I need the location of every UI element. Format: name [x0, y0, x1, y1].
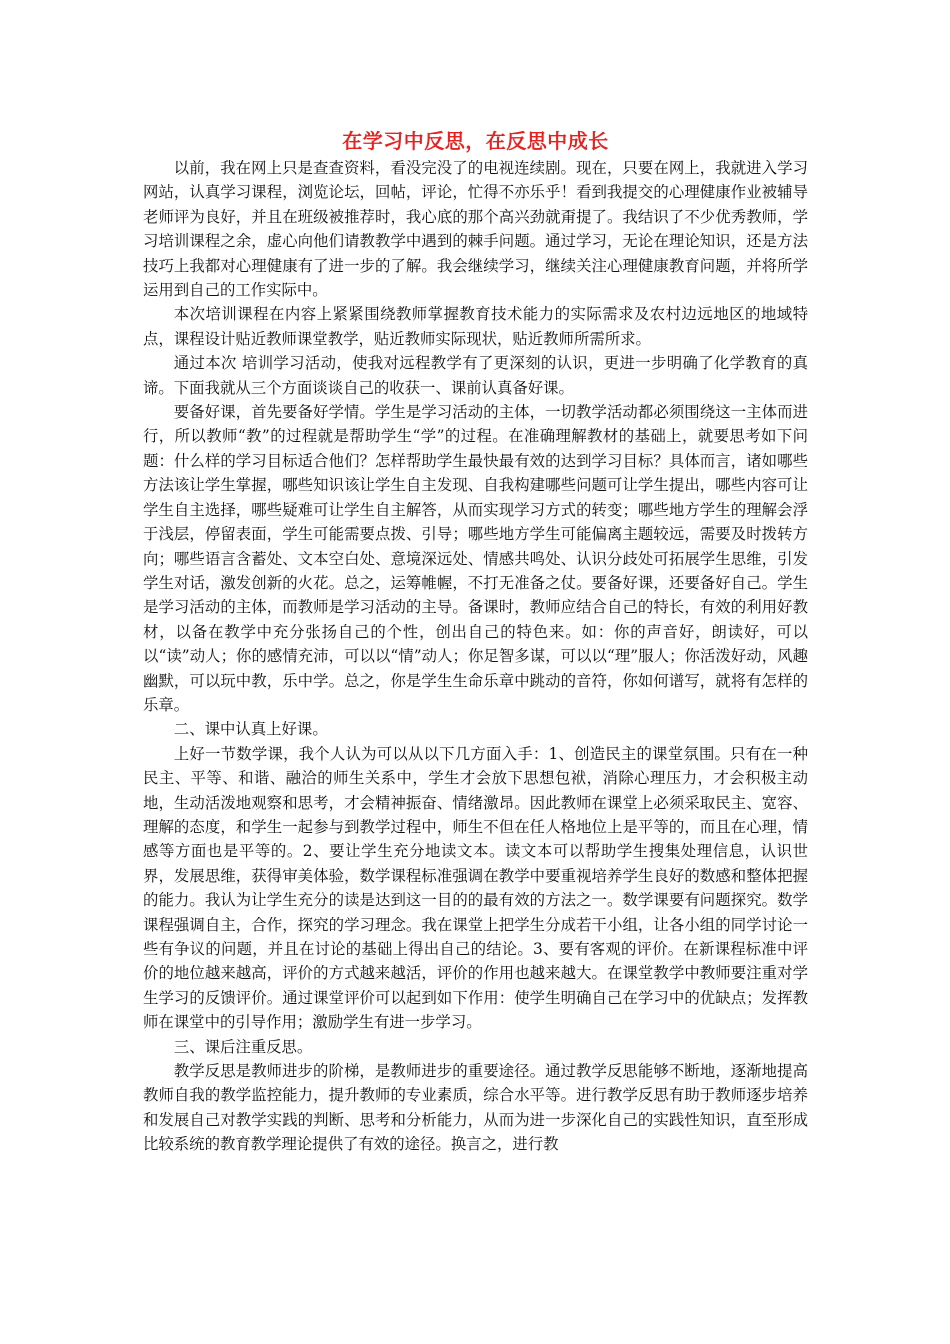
- section-heading-2: 二、课中认真上好课。: [173, 720, 328, 739]
- paragraph-6: 上好一节数学课，我个人认为可以从以下几方面入手：1、创造民主的课堂氛围。只有在一种民主、平等、和谐、融洽的师生关系中，学生才会放下思想包袱，消除心理压力，才会积极主动地，生动活泼地观察和思考，才会精神振奋、情绪激昂。因此教师在课堂上必须采取民主、宽容、理解的态度，和学生一起参与到教学过程中，师生不但在任人格地位上是平等的，而且在心理，情感等方面也是平等的。2、要让学生充分地读文本。读文本可以帮助学生搜集处理信息，认识世界，发展思维，获得审美体验，数学课程标准强调在教学中要重视培养学生良好的数感和整体把握的能力。我认为让学生充分的读是达到这一目的的最有效的方法之一。数学课要有问题探究。数学课程强调自主，合作，探究的学习理念。我在课堂上把学生分成若干小组，让各小组的同学讨论一些有争议的问题，并且在讨论的基础上得出自己的结论。3、要有客观的评价。在新课程标准中评价的地位越来越高，评价的方式越来越活，评价的作用也越来越大。在课堂教学中教师要注重对学生学习的反馈评价。通过课堂评价可以起到如下作用：使学生明确自己在学习中的优缺点；发挥教师在课堂中的引导作用；激励学生有进一步学习。: [143, 744, 808, 1032]
- section-heading-3: 三、课后注重反思。: [173, 1037, 313, 1056]
- paragraph-1: 以前，我在网上只是查查资料，看没完没了的电视连续剧。现在，只要在网上，我就进入学习网站，认真学习课程，浏览论坛，回帖，评论，忙得不亦乐乎！看到我提交的心理健康作业被辅导老师评为良好，并且在班级被推荐时，我心底的那个高兴劲就甭提了。我结识了不少优秀教师，学习培训课程之余，虚心向他们请教教学中遇到的棘手问题。通过学习，无论在理论知识，还是方法技巧上我都对心理健康有了进一步的了解。我会继续学习，继续关注心理健康教育问题，并将所学运用到自己的工作实际中。: [143, 159, 808, 300]
- paragraph-8: 教学反思是教师进步的阶梯，是教师进步的重要途径。通过教学反思能够不断地，逐渐地提高教师自我的教学监控能力，提升教师的专业素质，综合水平等。进行教学反思有助于教师逐步培养和发展自己对教学实践的判断、思考和分析能力，从而为进一步深化自己的实践性知识，直至形成比较系统的教育教学理论提供了有效的途径。换言之，进行教: [143, 1062, 808, 1154]
- paragraph-2: 本次培训课程在内容上紧紧围绕教师掌握教育技术能力的实际需求及农村边远地区的地域特点，课程设计贴近教师课堂教学，贴近教师实际现状，贴近教师所需所求。: [143, 305, 808, 348]
- paragraph-4: 要备好课，首先要备好学情。学生是学习活动的主体，一切教学活动都必须围绕这一主体而进行，所以教师“教”的过程就是帮助学生“学”的过程。在准确理解教材的基础上，就要思考如下问题：什么样的学习目标适合他们？怎样帮助学生最快最有效的达到学习目标？具体而言，诸如哪些方法该让学生掌握，哪些知识该让学生自主发现、自我构建哪些问题可让学生提出，哪些内容可让学生自主选择，哪些疑难可让学生自主解答，从而实现学习方式的转变；哪些地方学生的理解会浮于浅层，停留表面，学生可能需要点拨、引导；哪些地方学生可能偏离主题较远，需要及时拨转方向；哪些语言含蓄处、文本空白处、意境深远处、情感共鸣处、认识分歧处可拓展学生思维，引发学生对话，激发创新的火花。总之，运筹帷幄，不打无准备之仗。要备好课，还要备好自己。学生是学习活动的主体，而教师是学习活动的主导。备课时，教师应结合自己的特长，有效的利用好教材，以备在教学中充分张扬自己的个性，创出自己的特色来。如：你的声音好，朗读好，可以以“读”动人；你的感情充沛，可以以“情”动人；你足智多谋，可以以“理”服人；你活泼好动，风趣幽默，可以玩中教，乐中学。总之，你是学生生命乐章中跳动的音符，你如何谱写，就将有怎样的乐章。: [143, 403, 808, 714]
- document-page: [143, 126, 808, 1157]
- document-title: 在学习中反思，在反思中成长: [342, 129, 609, 153]
- paragraph-3: 通过本次 培训学习活动，使我对远程教学有了更深刻的认识，更进一步明确了化学教育的真谛。下面我就从三个方面谈谈自己的收获一、课前认真备好课。: [143, 354, 808, 397]
